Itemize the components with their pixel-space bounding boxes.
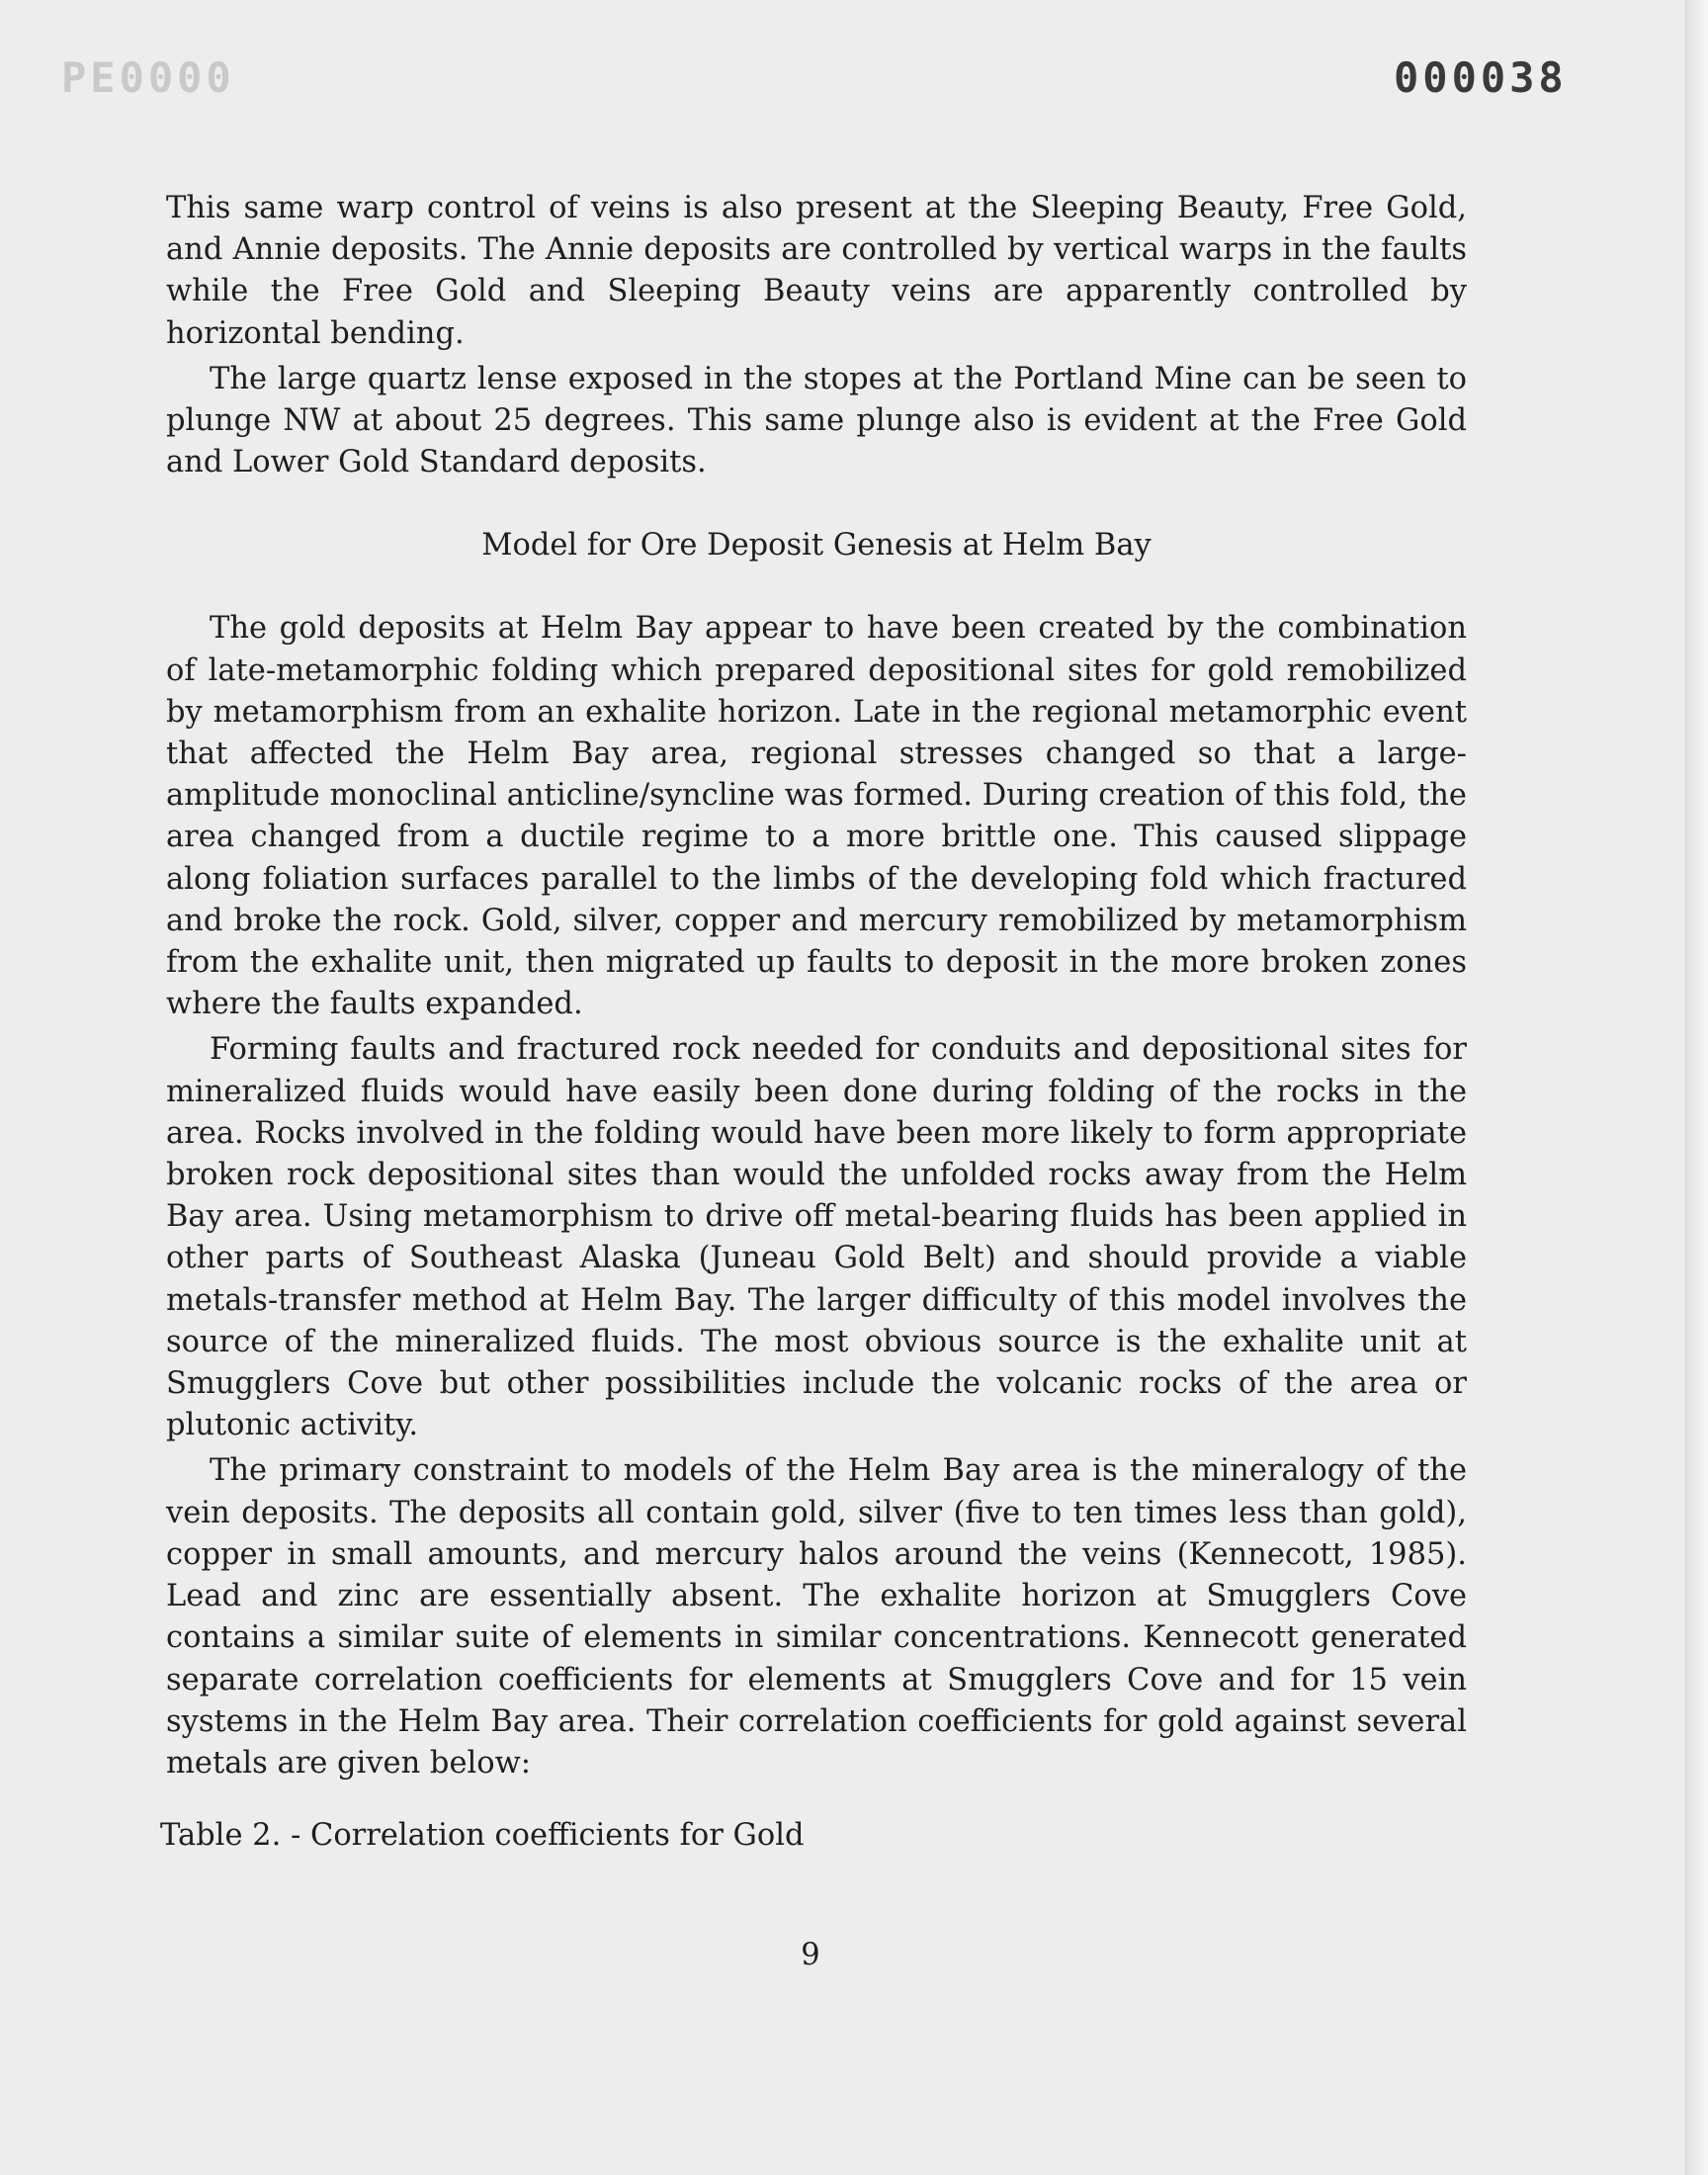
paragraph-forming-faults: Forming faults and fractured rock needed for conduits and depositional sites for mineralized fluids would have easily been done during folding of the rocks in the area. Rocks involved in the folding would have been more likely to form appropriate broken rock depositional sites than would the unfolded rocks away from the Helm Bay area. Using metamorphism to drive off metal-bearing fluids has been applied in other parts of Southeast Alaska (Juneau Gold Belt) and should provide a viable metals-transfer method at Helm Bay. The larger difficulty of this model involves the source of the mineralized fluids. The most obvious source is the exhalite unit at Smugglers Cove but other possibilities include the volcanic rocks of the area or plutonic activity. [166, 1032, 1467, 1443]
page-number: 9 [801, 1938, 820, 1972]
bates-stamp-number: 000038 [1394, 53, 1568, 102]
body-text [166, 188, 1467, 1788]
table-caption: Table 2. - Correlation coefficients for Gold [160, 1818, 805, 1853]
section-heading: Model for Ore Deposit Genesis at Helm Bay [481, 528, 1152, 564]
paragraph-gold-deposits: The gold deposits at Helm Bay appear to have been created by the combination of late-metamorphic folding which prepared depositional sites for gold remobilized by metamorphism from an exhalite horizon. Late in the regional metamorphic event that affected the Helm Bay area, regional stresses changed so that a large-amplitude monoclinal anticline/syncline was formed. During creation of this fold, the area changed from a ductile regime to a more brittle one. This caused slippage along foliation surfaces parallel to the limbs of the developing fold which fractured and broke the rock. Gold, silver, copper and mercury remobilized by metamorphism from the exhalite unit, then migrated up faults to deposit in the more broken zones where the faults expanded. [166, 611, 1467, 1022]
paragraph-primary-constraint: The primary constraint to models of the Helm Bay area is the mineralogy of the vein deposits. The deposits all contain gold, silver (five to ten times less than gold), copper in small amounts, and mercury halos around the veins (Kennecott, 1985). Lead and zinc are essentially absent. The exhalite horizon at Smugglers Cove contains a similar suite of elements in similar concentrations. Kennecott generated separate correlation coefficients for elements at Smugglers Cove and for 15 vein systems in the Helm Bay area. Their correlation coefficients for gold against several metals are given below: [166, 1453, 1467, 1781]
paragraph-quartz-lense: The large quartz lense exposed in the stopes at the Portland Mine can be seen to plunge NW at about 25 degrees. This same plunge also is evident at the Free Gold and Lower Gold Standard deposits. [166, 361, 1467, 480]
paragraph-warp-control: This same warp control of veins is also present at the Sleeping Beauty, Free Gold, and Annie deposits. The Annie deposits are controlled by vertical warps in the faults while the Free Gold and Sleeping Beauty veins are apparently controlled by horizontal bending. [166, 191, 1467, 351]
bates-stamp-faded: PE0000 [61, 53, 235, 102]
page-edge [1685, 0, 1708, 2175]
